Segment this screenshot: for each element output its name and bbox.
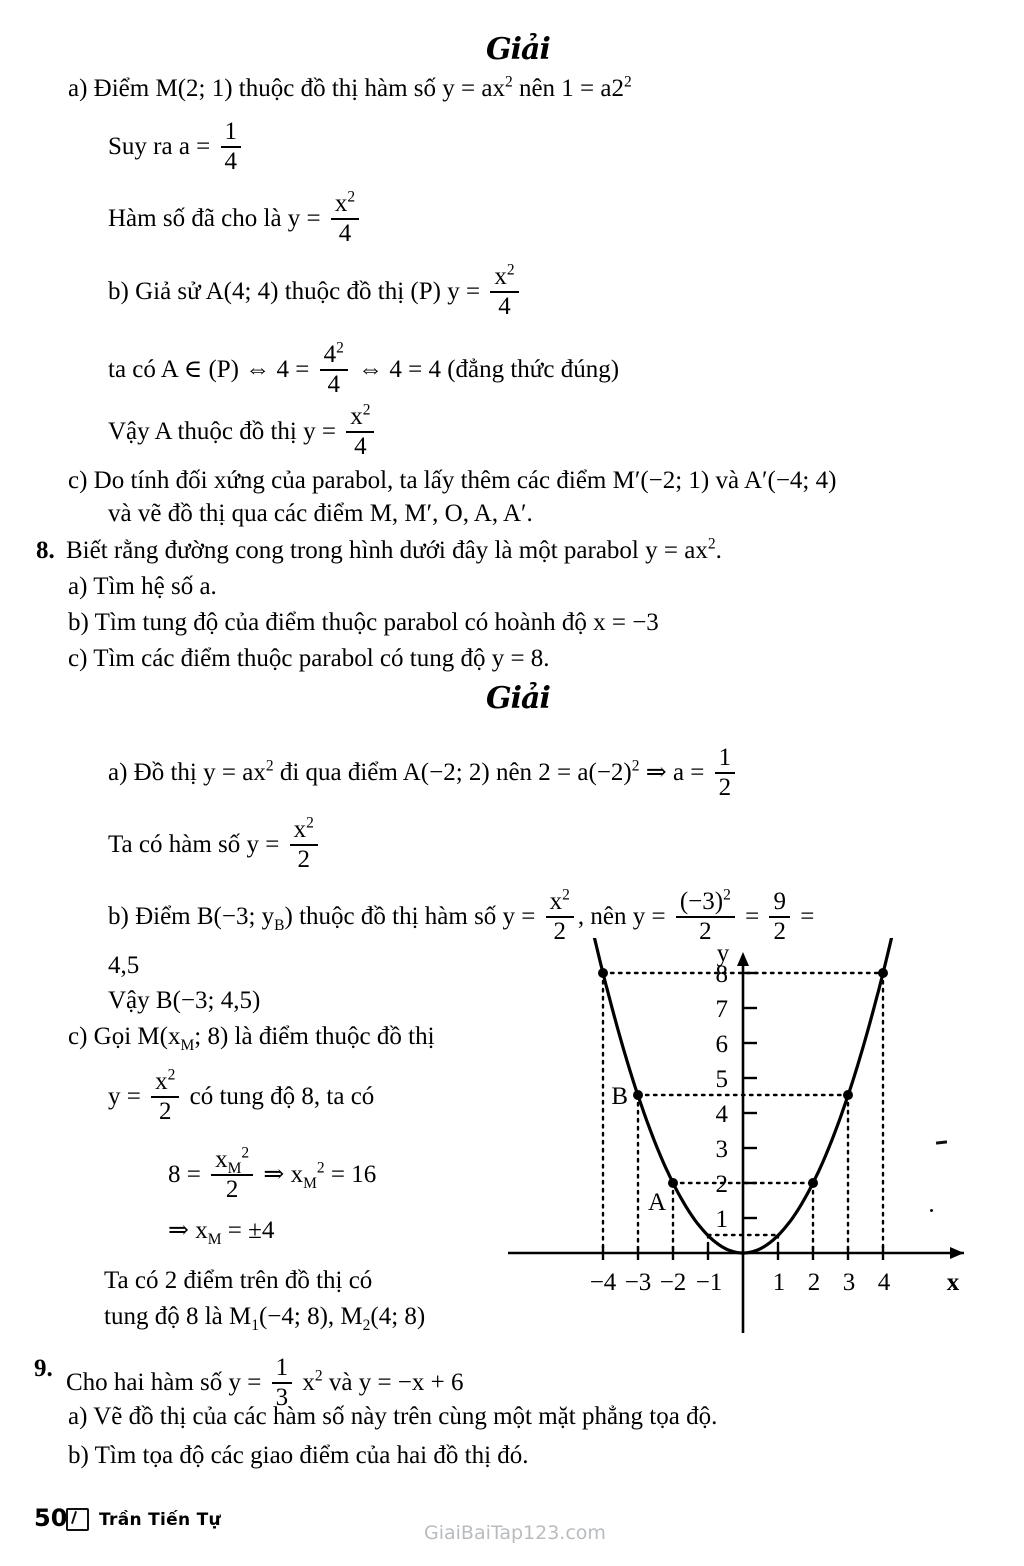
fraction: $\frac{x^2}{4}$ — [490, 264, 518, 321]
sol8-b-value: 4,5 — [108, 952, 140, 979]
problem-9-number: 9. — [34, 1355, 53, 1382]
sol8-b-line1: b) Điểm B(−3; $y_B$) thuộc đồ thị hàm số y = $\frac{x^2}{2}$ , nên y = $\frac{(-3)^2}{2}$ = $\frac{9}{2}$ = — [108, 886, 815, 945]
sol8-c-line1: c) Gọi $M(x_M$; 8) là điểm thuộc đồ thị — [68, 1023, 435, 1054]
parabola-graph — [498, 938, 998, 1348]
sol7-c-line2: và vẽ đồ thị qua các điểm M, M′, O, A, A′. — [108, 500, 533, 527]
sol7-c-line1: c) Do tính đối xứng của parabol, ta lấy thêm các điểm M′(−2; 1) và A′(−4; 4) — [68, 467, 837, 494]
x-tick-neg3: −3 — [624, 1269, 652, 1296]
x-tick-1: 1 — [772, 1269, 786, 1296]
problem-9-stem: Cho hai hàm số y = $\frac{1}{3}$ $x^2$ và y = −x + 6 — [66, 1353, 464, 1411]
fraction: $\frac{x^2}{2}$ — [290, 817, 318, 874]
x-tick-2: 2 — [807, 1269, 821, 1296]
sol8-a-line2: Ta có hàm số y = $\frac{x^2}{2}$ — [108, 818, 322, 875]
fraction: $\frac{1}{3}$ — [272, 1355, 293, 1412]
y-tick-2: 2 — [715, 1171, 728, 1198]
x-tick-neg1: −1 — [695, 1269, 723, 1296]
fraction: $\frac{1}{2}$ — [715, 745, 736, 802]
problem-8-a: a) Tìm hệ số a. — [68, 573, 217, 600]
sol7-a-line1: a) Điểm M(2; 1) thuộc đồ thị hàm số $y = ax^2$ nên $1 = a2^2$ — [68, 73, 632, 102]
y-tick-1: 1 — [715, 1206, 728, 1233]
y-tick-4: 4 — [715, 1101, 728, 1128]
point-a — [668, 1178, 678, 1188]
y-tick-3: 3 — [715, 1136, 728, 1163]
x-axis-arrow — [950, 1247, 964, 1259]
fraction: $\frac{(-3)^2}{2}$ — [676, 889, 735, 946]
sol8-c-line6: tung độ 8 là $M_1(-4$; 8), $M_2(4$; 8) — [104, 1303, 426, 1334]
point-m1 — [598, 968, 608, 978]
x-tick-3: 3 — [842, 1269, 856, 1296]
page-number: 50 — [34, 1504, 68, 1532]
sol8-c-line3: 8 = $\frac{x_M^2}{2}$ ⇒ $x_M^2 = 16$ — [168, 1144, 377, 1203]
y-axis-label: y — [716, 940, 730, 967]
point-b — [633, 1090, 643, 1100]
sol7-b-line3: Vậy A thuộc đồ thị y = $\frac{x^2}{4}$ — [108, 405, 378, 462]
fraction: $\frac{9}{2}$ — [769, 889, 790, 946]
fraction: $\frac{x_M^2}{2}$ — [211, 1147, 253, 1204]
watermark: GiaiBaiTap123.com — [424, 1522, 606, 1544]
x-tick-neg4: −4 — [589, 1269, 617, 1296]
y-tick-6: 6 — [715, 1031, 728, 1058]
x-axis-label: x — [946, 1269, 960, 1296]
sol7-b-line2: ta có A ∈ (P) ⇔ 4 = $\frac{4^2}{4}$ ⇔ 4 = 4 (đẳng thức đúng) — [108, 339, 620, 398]
book-icon — [66, 1508, 89, 1531]
sol8-c-line4: ⇒ $x_M = \pm 4$ — [168, 1217, 275, 1248]
sol7-a-line2: Suy ra a = $\frac{1}{4}$ — [108, 120, 245, 177]
sol8-c-line2: y = $\frac{x^2}{2}$ có tung độ 8, ta có — [108, 1066, 375, 1125]
x-tick-neg2: −2 — [659, 1269, 687, 1296]
point-m2 — [878, 968, 888, 978]
problem-8-number: 8. — [36, 537, 55, 564]
y-tick-5: 5 — [715, 1066, 728, 1093]
fraction: $\frac{x^2}{4}$ — [331, 191, 359, 248]
fraction: $\frac{x^2}{2}$ — [151, 1069, 179, 1126]
fraction: $\frac{x^2}{4}$ — [346, 404, 374, 461]
author-name: Trần Tiến Tự — [99, 1510, 221, 1530]
fraction: $\frac{4^2}{4}$ — [320, 342, 348, 399]
heading-giai-1: Giải — [486, 32, 550, 67]
x-tick-4: 4 — [877, 1269, 891, 1296]
point-3 — [843, 1090, 853, 1100]
heading-giai-2: Giải — [486, 681, 550, 716]
y-tick-7: 7 — [715, 996, 728, 1023]
point-label-b: B — [611, 1083, 628, 1110]
problem-8-b: b) Tìm tung độ của điểm thuộc parabol có hoành độ x = −3 — [68, 609, 659, 636]
y-tick-8: 8 — [715, 961, 728, 988]
y-axis-arrow — [737, 952, 749, 966]
sol8-a-line1: a) Đồ thị $y = ax^2$ đi qua điểm A(−2; 2) nên $2 = a(-2)^2$ ⇒ a = $\frac{1}{2}$ — [108, 746, 739, 803]
problem-9-b: b) Tìm tọa độ các giao điểm của hai đồ thị đó. — [68, 1442, 529, 1469]
point-label-a: A — [647, 1189, 666, 1216]
scan-speck-2 — [930, 1209, 933, 1212]
problem-9-a: a) Vẽ đồ thị của các hàm số này trên cùng một mặt phẳng tọa độ. — [68, 1403, 718, 1430]
point-2 — [808, 1178, 818, 1188]
fraction: $\frac{x^2}{2}$ — [546, 889, 574, 946]
sol8-b-conclusion: Vậy B(−3; 4,5) — [108, 987, 261, 1014]
problem-8-stem: Biết rằng đường cong trong hình dưới đây là một parabol $y = ax^2$. — [66, 535, 722, 564]
sol7-a-line3: Hàm số đã cho là y = $\frac{x^2}{4}$ — [108, 192, 363, 249]
problem-8-c: c) Tìm các điểm thuộc parabol có tung độ y = 8. — [68, 645, 550, 672]
fraction: $\frac{1}{4}$ — [221, 119, 242, 176]
sol7-b-line1: b) Giả sử A(4; 4) thuộc đồ thị (P) y = $\frac{x^2}{4}$ — [108, 265, 523, 322]
sol8-c-line5: Ta có 2 điểm trên đồ thị có — [104, 1267, 373, 1294]
